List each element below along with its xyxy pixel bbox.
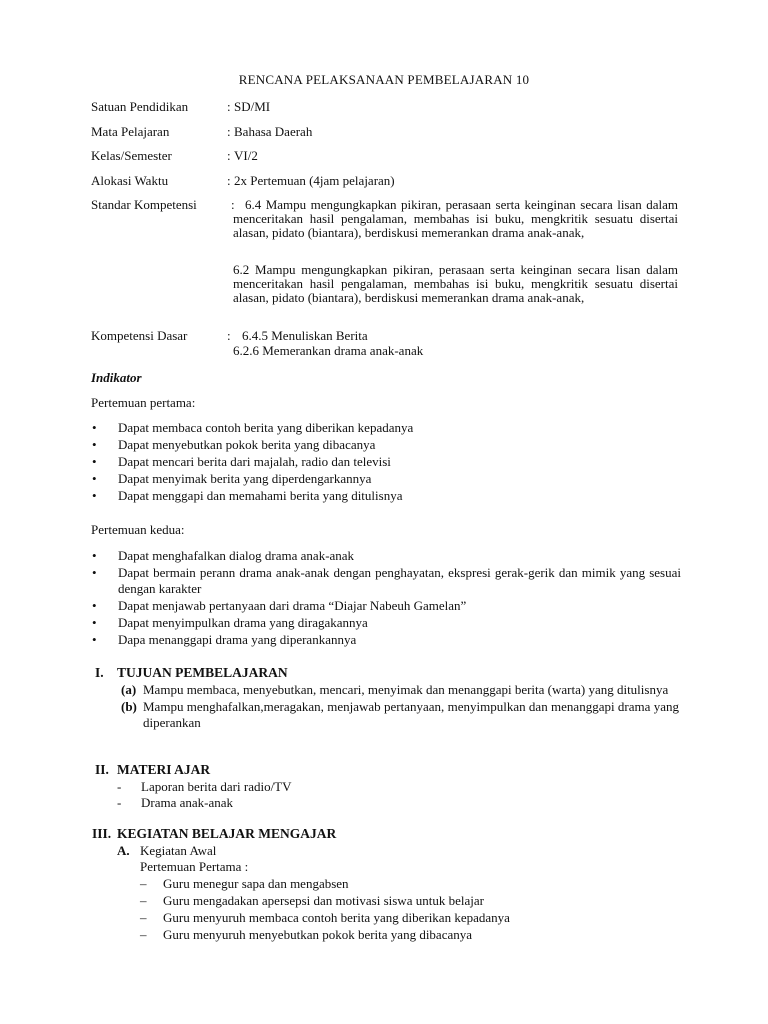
info-label: Mata Pelajaran	[91, 124, 170, 139]
list-item: – Guru menegur sapa dan mengabsen	[140, 876, 349, 891]
list-item: • Dapat menjawab pertanyaan dari drama “Diajar Nabeuh Gamelan”	[91, 598, 681, 614]
pertemuan-pertama-label: Pertemuan pertama:	[91, 395, 196, 410]
list-item: - Drama anak-anak	[117, 795, 234, 810]
list-item: • Dapat membaca contoh berita yang diberikan kepadanya	[91, 420, 681, 436]
pertemuan-kedua-label: Pertemuan kedua:	[91, 522, 185, 537]
list-item: • Dapat menyebutkan pokok berita yang dibacanya	[91, 437, 681, 453]
list-item: - Laporan berita dari radio/TV	[117, 779, 292, 794]
kompetensi-dasar-item-1: 6.4.5 Menuliskan Berita	[242, 328, 368, 343]
info-label: Alokasi Waktu	[91, 173, 169, 188]
list-item: (a) Mampu membaca, menyebutkan, mencari, menyimak dan menanggapi berita (warta) yang ditulisnya	[121, 682, 669, 697]
document-title: RENCANA PELAKSANAAN PEMBELAJARAN 10	[238, 72, 530, 87]
info-label: Kelas/Semester	[91, 148, 172, 163]
list-item: • Dapa menanggapi drama yang diperankannya	[91, 632, 681, 648]
info-label: Satuan Pendidikan	[91, 99, 189, 114]
list-item: (b) Mampu menghafalkan,meragakan, menjawab pertanyaan, menyimpulkan dan menanggapi drama yang diperankan	[121, 699, 679, 730]
list-item: • Dapat menggapi dan memahami berita yang ditulisnya	[91, 488, 681, 504]
info-value: SD/MI	[234, 99, 271, 114]
pertemuan-kedua-list	[91, 548, 681, 649]
list-item: • Dapat bermain perann drama anak-anak dengan penghayatan, ekspresi gerak-gerik dan mimik yang sesuai dengan karakter	[91, 565, 681, 597]
list-item: – Guru menyuruh menyebutkan pokok berita yang dibacanya	[140, 927, 473, 942]
info-label: Kompetensi Dasar	[91, 328, 188, 343]
pertemuan-pertama-sub-label: Pertemuan Pertama :	[140, 859, 249, 874]
kegiatan-awal-heading: A. Kegiatan Awal	[117, 843, 217, 858]
info-value: VI/2	[234, 148, 258, 163]
list-item: • Dapat menghafalkan dialog drama anak-anak	[91, 548, 681, 564]
standar-kompetensi-item-2: 6.2 Mampu mengungkapkan pikiran, perasaan serta keinginan secara lisan dalam menceritakan hasil pengalaman, membahas isi buku, mengkritik sesuatu disertai alasan, pidato (biantara), berdiskusi memerankan drama anak-anak,	[233, 262, 678, 305]
kompetensi-dasar-item-2: 6.2.6 Memerankan drama anak-anak	[233, 343, 424, 358]
document-page: RENCANA PELAKSANAAN PEMBELAJARAN 10 Satuan Pendidikan : SD/MI Mata Pelajaran : Bahasa Daerah Kelas/Semester : VI/2 Alokasi Waktu : 2x Pertemuan (4jam pelajaran) Standar Kompetensi : 6.4 Mampu mengungkapkan pikiran, perasaan serta keinginan secara lisan dalam menceritakan hasil pengalaman, membahas isi buku, mengkritik sesuatu disertai alasan, pidato (biantara), berdiskusi memerankan drama anak-anak, 6.2 Mampu mengungkapkan pikiran, perasaan serta keinginan secara lisan dalam menceritakan hasil pengalaman, membahas isi buku, mengkritik sesuatu disertai alasan, pidato (biantara), berdiskusi memerankan drama anak-anak, Kompetensi Dasar : 6.4.5 Menuliskan Berita 6.2.6 Memerankan drama anak-anak Indikator Pertemuan pertama: • Dapat membaca contoh berita yang diberikan kepadanya • Dapat menyebutkan pokok berita yang dibacanya • Dapat mencari berita dari majalah, radio dan televisi • Dapat menyimak berita yang diperdengarkannya • Dapat menggapi dan memahami berita yang ditulisnya Pertemuan kedua: • Dapat menghafalkan dialog drama anak-anak • Dapat bermain perann drama anak-anak dengan penghayatan, ekspresi gerak-gerik dan mimik yang sesuai dengan karakter • Dapat menjawab pertanyaan dari drama “Diajar Nabeuh Gamelan” • Dapat menyimpulkan drama yang diragakannya • Dapa menanggapi drama yang diperankannya I. TUJUAN PEMBELAJARAN (a) Mampu membaca, menyebutkan, mencari, menyimak dan menanggapi berita (warta) yang ditulisnya (b) Mampu menghafalkan,meragakan, menjawab pertanyaan, menyimpulkan dan menanggapi drama yang diperankan II. MATERI AJAR - Laporan berita dari radio/TV - Drama anak-anak III. KEGIATAN BELAJAR MENGAJAR A. Kegiatan Awal Pertemuan Pertama : – Guru menegur sapa dan mengabsen – Guru mengadakan apersepsi dan motivasi siswa untuk belajar – Guru menyuruh membaca contoh berita yang diberikan kepadanya – Guru menyuruh menyebutkan pokok berita yang dibacanya	[0, 0, 768, 1024]
list-item: – Guru menyuruh membaca contoh berita yang diberikan kepadanya	[140, 910, 510, 925]
list-item: • Dapat menyimak berita yang diperdengarkannya	[91, 471, 681, 487]
list-item: • Dapat mencari berita dari majalah, radio dan televisi	[91, 454, 681, 470]
info-value: Bahasa Daerah	[234, 124, 313, 139]
standar-kompetensi-item-1: 6.4 Mampu mengungkapkan pikiran, perasaan serta keinginan secara lisan dalam menceritakan hasil pengalaman, membahas isi buku, mengkritik sesuatu disertai alasan, pidato (biantara), berdiskusi memerankan drama anak-anak,	[233, 197, 678, 240]
section-heading-materi: II. MATERI AJAR	[95, 762, 211, 777]
indikator-heading: Indikator	[91, 370, 142, 385]
pertemuan-pertama-list	[91, 420, 681, 505]
info-value: 2x Pertemuan (4jam pelajaran)	[234, 173, 395, 188]
tujuan-list	[121, 682, 679, 732]
kegiatan-block	[117, 843, 677, 943]
info-label: Standar Kompetensi	[91, 197, 197, 212]
list-item: • Dapat menyimpulkan drama yang diragakannya	[91, 615, 681, 631]
list-item: – Guru mengadakan apersepsi dan motivasi siswa untuk belajar	[140, 893, 484, 908]
section-heading-tujuan: I. TUJUAN PEMBELAJARAN	[95, 665, 288, 680]
materi-list	[117, 779, 677, 811]
section-heading-kegiatan: III. KEGIATAN BELAJAR MENGAJAR	[92, 826, 337, 841]
